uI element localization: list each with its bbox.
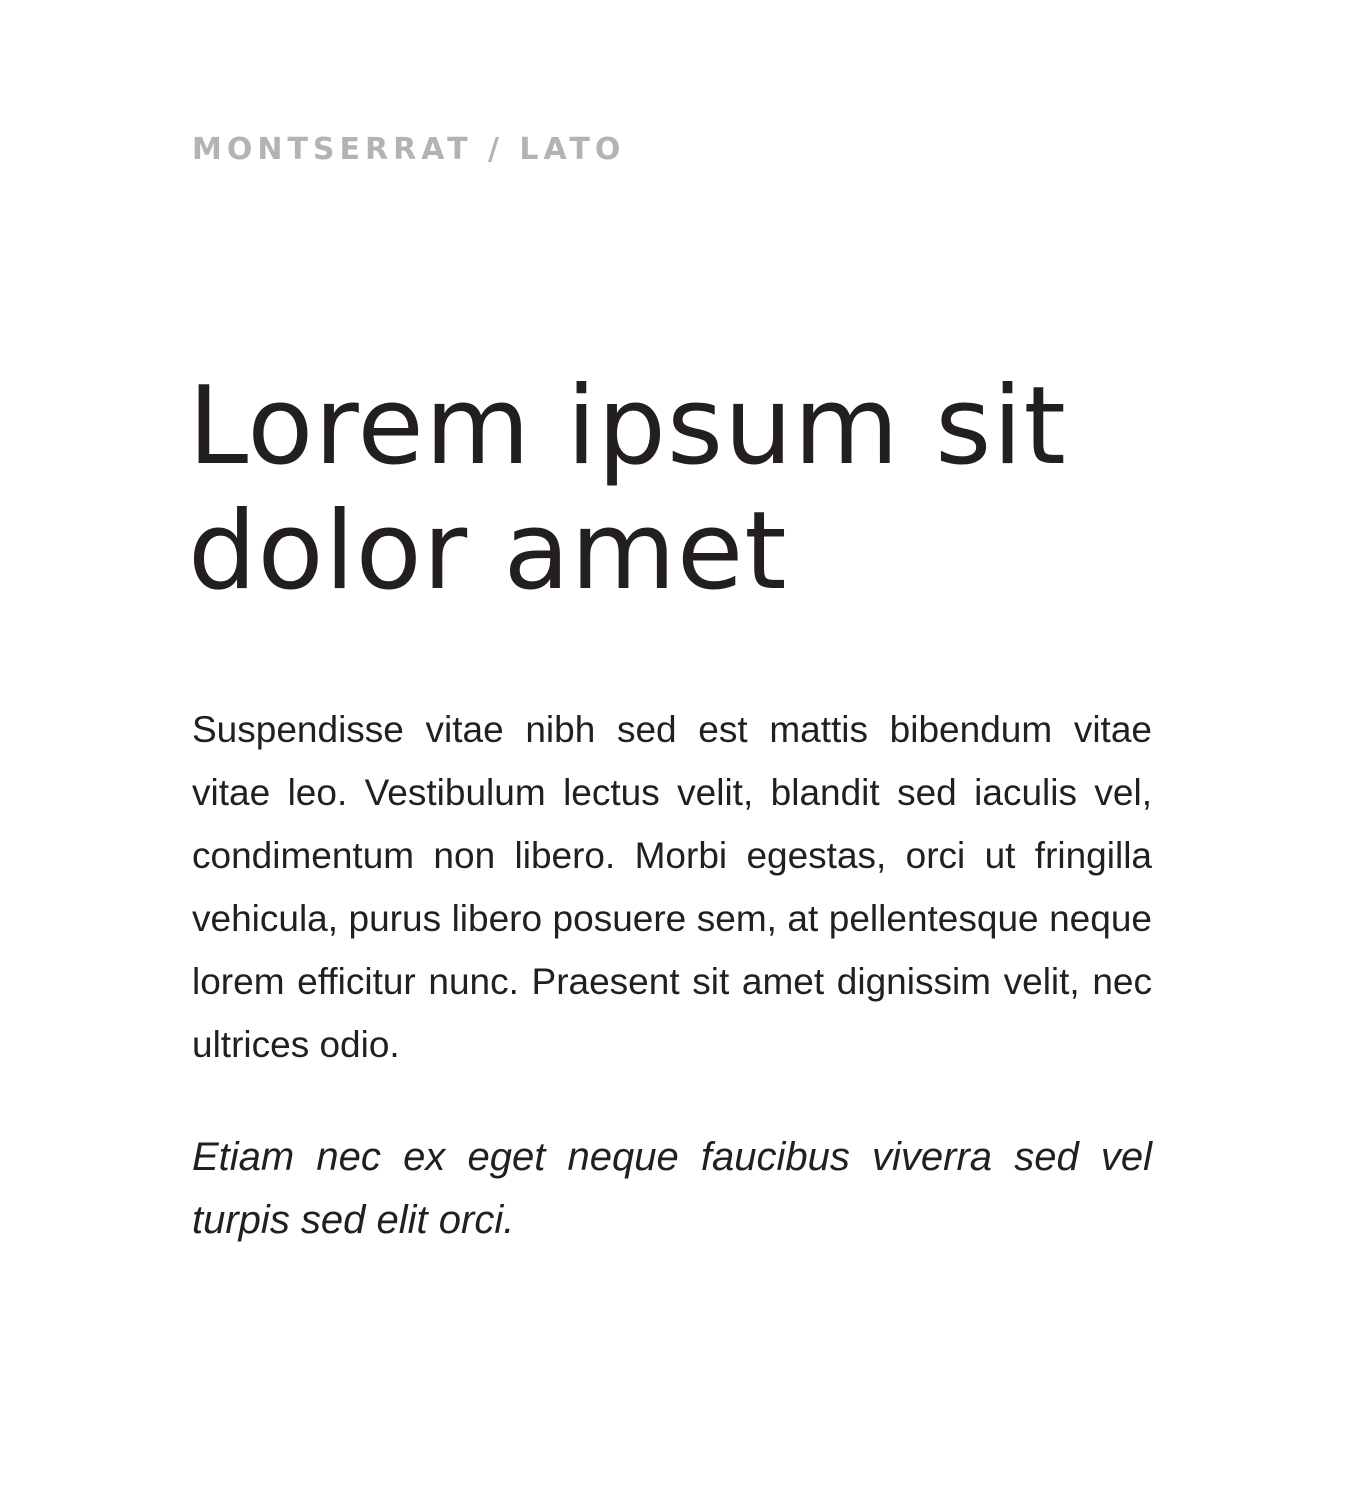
italic-paragraph: Etiam nec ex eget neque faucibus viverra sed vel turpis sed elit orci. [192,1135,1152,1242]
headline: Lorem ipsum sit dolor amet [188,364,1067,614]
body-paragraph: Suspendisse vitae nibh sed est mattis bibendum vitae vitae leo. Vestibulum lectus velit, blandit sed iaculis vel, condimentum non libero. Morbi egestas, orci ut fringilla vehicula, purus libero posuere sem, at pellentesque neque lorem efficitur nunc. Praesent sit amet dignissim velit, nec ultrices odio. [192,709,1152,1065]
font-pairing-label: MONTSERRAT / LATO [192,132,626,167]
